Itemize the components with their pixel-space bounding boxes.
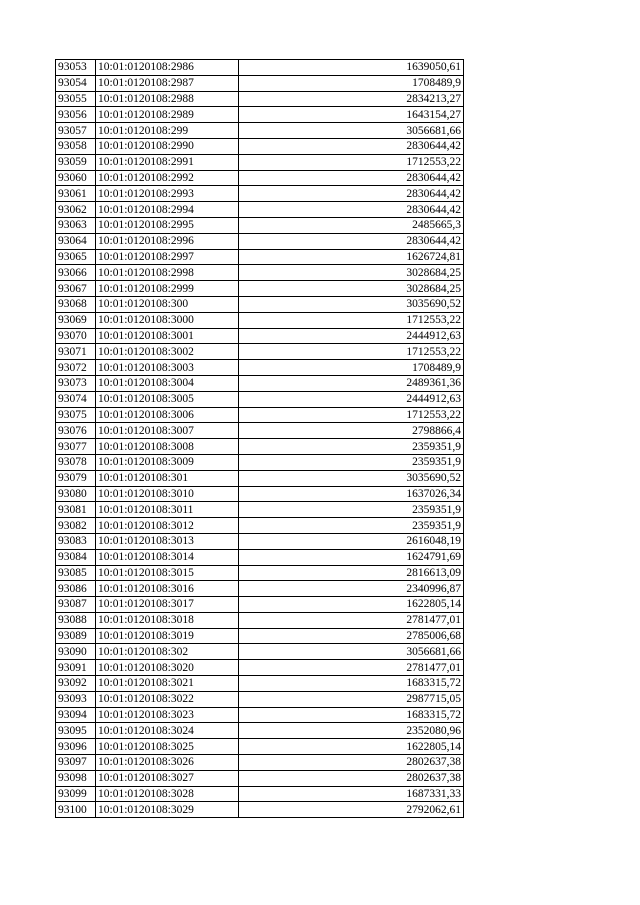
cadastral-number-cell: 10:01:0120108:3014 <box>96 549 239 565</box>
cadastral-number-cell: 10:01:0120108:2993 <box>96 186 239 202</box>
row-number-cell: 93059 <box>56 154 96 170</box>
row-number-cell: 93069 <box>56 312 96 328</box>
cadastral-number-cell: 10:01:0120108:2991 <box>96 154 239 170</box>
value-cell: 1624791,69 <box>239 549 464 565</box>
table-row <box>56 391 464 407</box>
table-row <box>56 407 464 423</box>
table-row <box>56 360 464 376</box>
value-cell: 2485665,3 <box>239 217 464 233</box>
row-number-cell: 93096 <box>56 739 96 755</box>
value-cell: 3028684,25 <box>239 265 464 281</box>
cadastral-number-cell: 10:01:0120108:3018 <box>96 612 239 628</box>
table-row <box>56 375 464 391</box>
table-row <box>56 518 464 534</box>
cadastral-number-cell: 10:01:0120108:2998 <box>96 265 239 281</box>
row-number-cell: 93085 <box>56 565 96 581</box>
table-row <box>56 770 464 786</box>
table-row <box>56 802 464 818</box>
cadastral-number-cell: 10:01:0120108:2994 <box>96 202 239 218</box>
table-row <box>56 533 464 549</box>
value-cell: 2830644,42 <box>239 186 464 202</box>
table-row <box>56 597 464 613</box>
row-number-cell: 93099 <box>56 786 96 802</box>
cadastral-number-cell: 10:01:0120108:3016 <box>96 581 239 597</box>
table-row <box>56 707 464 723</box>
table-row <box>56 186 464 202</box>
value-cell: 2359351,9 <box>239 518 464 534</box>
table-row <box>56 107 464 123</box>
value-cell: 2359351,9 <box>239 502 464 518</box>
row-number-cell: 93087 <box>56 597 96 613</box>
value-cell: 1683315,72 <box>239 707 464 723</box>
value-cell: 2444912,63 <box>239 328 464 344</box>
table-row <box>56 612 464 628</box>
cadastral-number-cell: 10:01:0120108:2992 <box>96 170 239 186</box>
row-number-cell: 93090 <box>56 644 96 660</box>
value-cell: 2987715,05 <box>239 691 464 707</box>
row-number-cell: 93067 <box>56 281 96 297</box>
row-number-cell: 93076 <box>56 423 96 439</box>
value-cell: 2340996,87 <box>239 581 464 597</box>
row-number-cell: 93065 <box>56 249 96 265</box>
row-number-cell: 93058 <box>56 138 96 154</box>
cadastral-number-cell: 10:01:0120108:2989 <box>96 107 239 123</box>
cadastral-number-cell: 10:01:0120108:2999 <box>96 281 239 297</box>
table-row <box>56 486 464 502</box>
table-row <box>56 170 464 186</box>
cadastral-number-cell: 10:01:0120108:300 <box>96 296 239 312</box>
row-number-cell: 93081 <box>56 502 96 518</box>
cadastral-number-cell: 10:01:0120108:2996 <box>96 233 239 249</box>
value-cell: 3056681,66 <box>239 123 464 139</box>
row-number-cell: 93063 <box>56 217 96 233</box>
value-cell: 2830644,42 <box>239 170 464 186</box>
table-row <box>56 454 464 470</box>
row-number-cell: 93080 <box>56 486 96 502</box>
value-cell: 1712553,22 <box>239 154 464 170</box>
row-number-cell: 93062 <box>56 202 96 218</box>
cadastral-number-cell: 10:01:0120108:3000 <box>96 312 239 328</box>
cadastral-number-cell: 10:01:0120108:3006 <box>96 407 239 423</box>
value-cell: 2830644,42 <box>239 202 464 218</box>
cadastral-number-cell: 10:01:0120108:3026 <box>96 755 239 771</box>
value-cell: 1643154,27 <box>239 107 464 123</box>
row-number-cell: 93095 <box>56 723 96 739</box>
table-row <box>56 676 464 692</box>
row-number-cell: 93054 <box>56 75 96 91</box>
row-number-cell: 93057 <box>56 123 96 139</box>
data-table <box>55 59 464 818</box>
table-row <box>56 233 464 249</box>
table-row <box>56 755 464 771</box>
row-number-cell: 93056 <box>56 107 96 123</box>
cadastral-number-cell: 10:01:0120108:3012 <box>96 518 239 534</box>
cadastral-number-cell: 10:01:0120108:3017 <box>96 597 239 613</box>
table-row <box>56 202 464 218</box>
row-number-cell: 93084 <box>56 549 96 565</box>
row-number-cell: 93082 <box>56 518 96 534</box>
cadastral-number-cell: 10:01:0120108:3015 <box>96 565 239 581</box>
row-number-cell: 93072 <box>56 360 96 376</box>
value-cell: 2798866,4 <box>239 423 464 439</box>
value-cell: 1622805,14 <box>239 739 464 755</box>
value-cell: 1637026,34 <box>239 486 464 502</box>
value-cell: 2785006,68 <box>239 628 464 644</box>
cadastral-number-cell: 10:01:0120108:2986 <box>96 60 239 76</box>
row-number-cell: 93073 <box>56 375 96 391</box>
value-cell: 1712553,22 <box>239 312 464 328</box>
table-row <box>56 138 464 154</box>
document-page <box>55 59 464 818</box>
row-number-cell: 93079 <box>56 470 96 486</box>
value-cell: 2359351,9 <box>239 439 464 455</box>
value-cell: 2816613,09 <box>239 565 464 581</box>
table-row <box>56 217 464 233</box>
cadastral-number-cell: 10:01:0120108:3023 <box>96 707 239 723</box>
table-row <box>56 786 464 802</box>
cadastral-number-cell: 10:01:0120108:3019 <box>96 628 239 644</box>
row-number-cell: 93089 <box>56 628 96 644</box>
table-row <box>56 628 464 644</box>
cadastral-number-cell: 10:01:0120108:3025 <box>96 739 239 755</box>
table-row <box>56 60 464 76</box>
value-cell: 3035690,52 <box>239 296 464 312</box>
value-cell: 1626724,81 <box>239 249 464 265</box>
table-row <box>56 312 464 328</box>
cadastral-number-cell: 10:01:0120108:3011 <box>96 502 239 518</box>
cadastral-number-cell: 10:01:0120108:3003 <box>96 360 239 376</box>
row-number-cell: 93093 <box>56 691 96 707</box>
table-row <box>56 739 464 755</box>
table-row <box>56 123 464 139</box>
table-row <box>56 75 464 91</box>
value-cell: 2802637,38 <box>239 755 464 771</box>
value-cell: 1639050,61 <box>239 60 464 76</box>
cadastral-number-cell: 10:01:0120108:3022 <box>96 691 239 707</box>
table-row <box>56 154 464 170</box>
cadastral-number-cell: 10:01:0120108:3004 <box>96 375 239 391</box>
value-cell: 3028684,25 <box>239 281 464 297</box>
row-number-cell: 93061 <box>56 186 96 202</box>
table-row <box>56 265 464 281</box>
value-cell: 3056681,66 <box>239 644 464 660</box>
table-row <box>56 423 464 439</box>
table-row <box>56 296 464 312</box>
row-number-cell: 93078 <box>56 454 96 470</box>
table-row <box>56 723 464 739</box>
value-cell: 2359351,9 <box>239 454 464 470</box>
cadastral-number-cell: 10:01:0120108:3021 <box>96 676 239 692</box>
table-row <box>56 470 464 486</box>
row-number-cell: 93068 <box>56 296 96 312</box>
value-cell: 2781477,01 <box>239 612 464 628</box>
row-number-cell: 93064 <box>56 233 96 249</box>
value-cell: 1622805,14 <box>239 597 464 613</box>
cadastral-number-cell: 10:01:0120108:3013 <box>96 533 239 549</box>
row-number-cell: 93071 <box>56 344 96 360</box>
table-row <box>56 502 464 518</box>
value-cell: 2830644,42 <box>239 138 464 154</box>
cadastral-number-cell: 10:01:0120108:3009 <box>96 454 239 470</box>
value-cell: 2802637,38 <box>239 770 464 786</box>
cadastral-number-cell: 10:01:0120108:301 <box>96 470 239 486</box>
cadastral-number-cell: 10:01:0120108:3001 <box>96 328 239 344</box>
cadastral-number-cell: 10:01:0120108:3010 <box>96 486 239 502</box>
table-row <box>56 660 464 676</box>
row-number-cell: 93091 <box>56 660 96 676</box>
table-body <box>56 60 464 818</box>
cadastral-number-cell: 10:01:0120108:3028 <box>96 786 239 802</box>
value-cell: 1708489,9 <box>239 75 464 91</box>
row-number-cell: 93070 <box>56 328 96 344</box>
table-row <box>56 344 464 360</box>
table-row <box>56 249 464 265</box>
value-cell: 2489361,36 <box>239 375 464 391</box>
cadastral-number-cell: 10:01:0120108:3007 <box>96 423 239 439</box>
row-number-cell: 93086 <box>56 581 96 597</box>
row-number-cell: 93097 <box>56 755 96 771</box>
cadastral-number-cell: 10:01:0120108:3005 <box>96 391 239 407</box>
value-cell: 2781477,01 <box>239 660 464 676</box>
value-cell: 1712553,22 <box>239 344 464 360</box>
row-number-cell: 93066 <box>56 265 96 281</box>
table-row <box>56 691 464 707</box>
value-cell: 2834213,27 <box>239 91 464 107</box>
table-row <box>56 439 464 455</box>
cadastral-number-cell: 10:01:0120108:299 <box>96 123 239 139</box>
value-cell: 2352080,96 <box>239 723 464 739</box>
value-cell: 2616048,19 <box>239 533 464 549</box>
row-number-cell: 93055 <box>56 91 96 107</box>
value-cell: 2830644,42 <box>239 233 464 249</box>
table-row <box>56 91 464 107</box>
value-cell: 2792062,61 <box>239 802 464 818</box>
cadastral-number-cell: 10:01:0120108:3020 <box>96 660 239 676</box>
cadastral-number-cell: 10:01:0120108:3002 <box>96 344 239 360</box>
cadastral-number-cell: 10:01:0120108:3027 <box>96 770 239 786</box>
row-number-cell: 93060 <box>56 170 96 186</box>
cadastral-number-cell: 10:01:0120108:3024 <box>96 723 239 739</box>
cadastral-number-cell: 10:01:0120108:2990 <box>96 138 239 154</box>
row-number-cell: 93074 <box>56 391 96 407</box>
table-row <box>56 581 464 597</box>
row-number-cell: 93100 <box>56 802 96 818</box>
value-cell: 2444912,63 <box>239 391 464 407</box>
cadastral-number-cell: 10:01:0120108:302 <box>96 644 239 660</box>
table-row <box>56 281 464 297</box>
cadastral-number-cell: 10:01:0120108:2987 <box>96 75 239 91</box>
row-number-cell: 93092 <box>56 676 96 692</box>
cadastral-number-cell: 10:01:0120108:2995 <box>96 217 239 233</box>
value-cell: 3035690,52 <box>239 470 464 486</box>
table-row <box>56 565 464 581</box>
row-number-cell: 93075 <box>56 407 96 423</box>
value-cell: 1687331,33 <box>239 786 464 802</box>
table-row <box>56 644 464 660</box>
row-number-cell: 93094 <box>56 707 96 723</box>
table-row <box>56 328 464 344</box>
row-number-cell: 93098 <box>56 770 96 786</box>
row-number-cell: 93077 <box>56 439 96 455</box>
row-number-cell: 93053 <box>56 60 96 76</box>
cadastral-number-cell: 10:01:0120108:3008 <box>96 439 239 455</box>
value-cell: 1712553,22 <box>239 407 464 423</box>
row-number-cell: 93083 <box>56 533 96 549</box>
value-cell: 1683315,72 <box>239 676 464 692</box>
table-row <box>56 549 464 565</box>
cadastral-number-cell: 10:01:0120108:2997 <box>96 249 239 265</box>
cadastral-number-cell: 10:01:0120108:2988 <box>96 91 239 107</box>
row-number-cell: 93088 <box>56 612 96 628</box>
value-cell: 1708489,9 <box>239 360 464 376</box>
cadastral-number-cell: 10:01:0120108:3029 <box>96 802 239 818</box>
